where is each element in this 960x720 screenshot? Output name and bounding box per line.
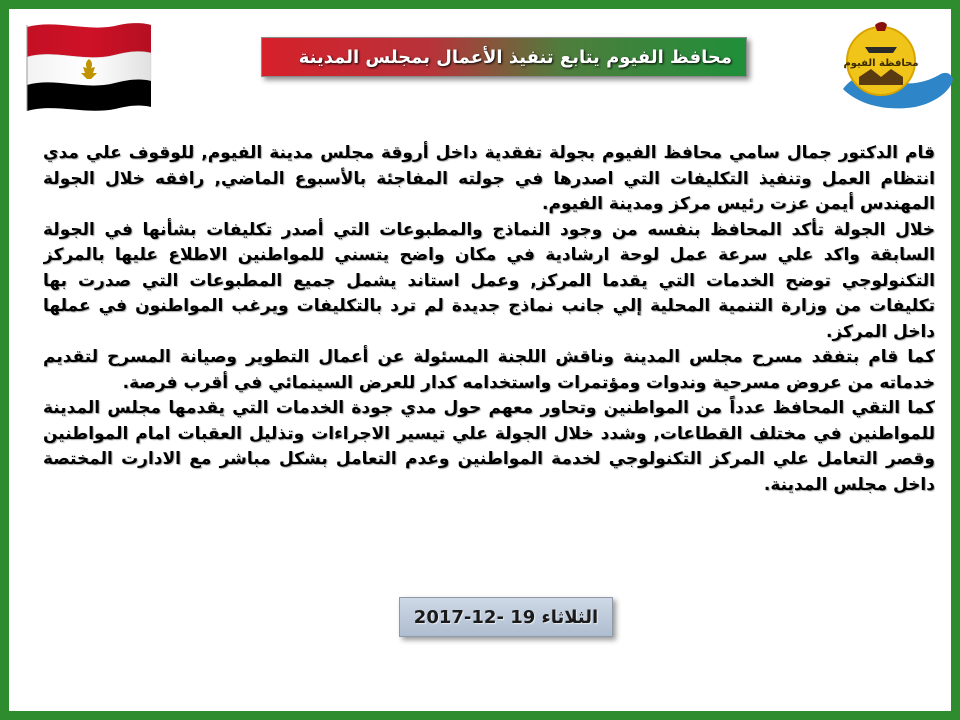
fayoum-logo-icon bbox=[835, 19, 957, 115]
page-title: محافظ الفيوم يتابع تنفيذ الأعمال بمجلس المدينة bbox=[298, 46, 732, 68]
article-body bbox=[43, 141, 935, 501]
date-label: الثلاثاء 19 -12-2017 bbox=[413, 606, 599, 628]
egypt-flag-icon bbox=[23, 19, 155, 111]
title-banner bbox=[261, 37, 747, 77]
date-box bbox=[399, 597, 613, 637]
svg-text:محافظة الفيوم: محافظة الفيوم bbox=[843, 58, 919, 69]
article-paragraph-3: كما قام بتفقد مسرح مجلس المدينة وناقش اللجنة المسئولة عن أعمال التطوير وصيانة المسرح لتقديم خدماته من عروض مسرحية وندوات ومؤتمرات واستخدامه كدار للعرض السينمائي في أقرب فرصة. bbox=[43, 347, 935, 393]
article-paragraph-4: كما التقي المحافظ عدداً من المواطنين وتحاور معهم حول مدي جودة الخدمات التي يقدمها مجلس المدينة للمواطنين في مختلف القطاعات, وشدد خلال الجولة علي تيسير الاجراءات وتذليل العقبات امام المواطنين وقصر التعامل علي المركز التكنولوجي لخدمة المواطنين وعدم التعامل بشكل مباشر مع الادارت المختصة داخل مجلس المدينة. bbox=[43, 398, 935, 495]
article-paragraph-2: خلال الجولة تأكد المحافظ بنفسه من وجود النماذج والمطبوعات التي أصدر تكليفات بشأنها في الجولة السابقة واكد علي سرعة عمل لوحة ارشادية في مكان واضح يتسني للمواطنين الاطلاع عليها بالمركز التكنولوجي توضح الخدمات التي يقدما المركز, وعمل استاند يشمل جميع المطبوعات التي صدرت بها تكليفات من وزارة التنمية المحلية إلي جانب نماذج جديدة لم ترد بالتكليفات ويرغب المواطنون في عملها داخل المركز. bbox=[43, 219, 935, 342]
article-paragraph-1: قام الدكتور جمال سامي محافظ الفيوم بجولة تفقدية داخل أروقة مجلس مدينة الفيوم, للوقوف علي مدي انتظام العمل وتنفيذ التكليفات التي اصدرها في جولته المفاجئة بالأسبوع الماضي, رافقه خلال الجولة المهندس أيمن عزت رئيس مركز ومدينة الفيوم. bbox=[43, 143, 935, 214]
